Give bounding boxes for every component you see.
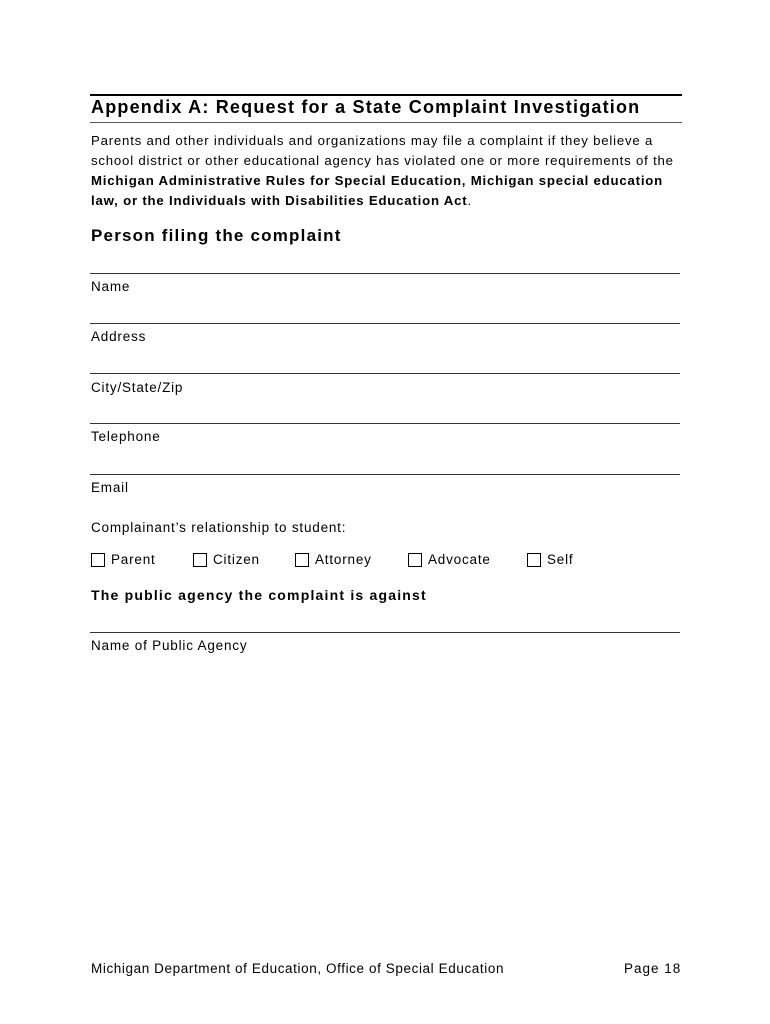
citizen-checkbox[interactable] — [193, 553, 207, 567]
attorney-checkbox[interactable] — [295, 553, 309, 567]
section-heading-agency: The public agency the complaint is against — [91, 587, 427, 603]
option-self[interactable] — [527, 552, 573, 567]
section-heading-person: Person filing the complaint — [91, 226, 342, 245]
option-citizen[interactable] — [193, 552, 260, 567]
self-label: Self — [547, 552, 574, 567]
parent-label: Parent — [111, 552, 156, 567]
page-title: Appendix A: Request for a State Complaint Investigation — [91, 97, 641, 117]
title-underline — [90, 122, 682, 123]
name-field-line[interactable] — [90, 273, 680, 274]
address-field-line[interactable] — [90, 323, 680, 324]
self-checkbox[interactable] — [527, 553, 541, 567]
option-advocate[interactable] — [408, 552, 491, 567]
advocate-checkbox[interactable] — [408, 553, 422, 567]
address-field-label: Address — [91, 329, 147, 344]
parent-checkbox[interactable] — [91, 553, 105, 567]
footer-page-number: Page 18 — [624, 961, 682, 976]
title-rule — [90, 94, 682, 96]
attorney-label: Attorney — [315, 552, 372, 567]
intro-paragraph — [91, 131, 691, 211]
advocate-label: Advocate — [428, 552, 491, 567]
relationship-label: Complainant’s relationship to student: — [91, 520, 347, 535]
intro-bold-laws: Michigan Administrative Rules for Special Education, Michigan special education law, or the Individuals with Disabilities Education Act — [91, 173, 663, 208]
email-field-label: Email — [91, 480, 129, 495]
intro-text-end: . — [467, 193, 472, 208]
email-field-line[interactable] — [90, 474, 680, 475]
intro-text-start: Parents and other individuals and organizations may file a complaint if they believe a school district or other educational agency has violated one or more requirements of the — [91, 133, 674, 168]
city-state-zip-field-label: City/State/Zip — [91, 380, 184, 395]
footer-department: Michigan Department of Education, Office of Special Education — [91, 961, 505, 976]
citizen-label: Citizen — [213, 552, 260, 567]
option-attorney[interactable] — [295, 552, 372, 567]
telephone-field-line[interactable] — [90, 423, 680, 424]
telephone-field-label: Telephone — [91, 429, 161, 444]
public-agency-field-line[interactable] — [90, 632, 680, 633]
name-field-label: Name — [91, 279, 131, 294]
city-state-zip-field-line[interactable] — [90, 373, 680, 374]
public-agency-field-label: Name of Public Agency — [91, 638, 248, 653]
option-parent[interactable] — [91, 552, 156, 567]
relationship-options — [0, 552, 770, 572]
